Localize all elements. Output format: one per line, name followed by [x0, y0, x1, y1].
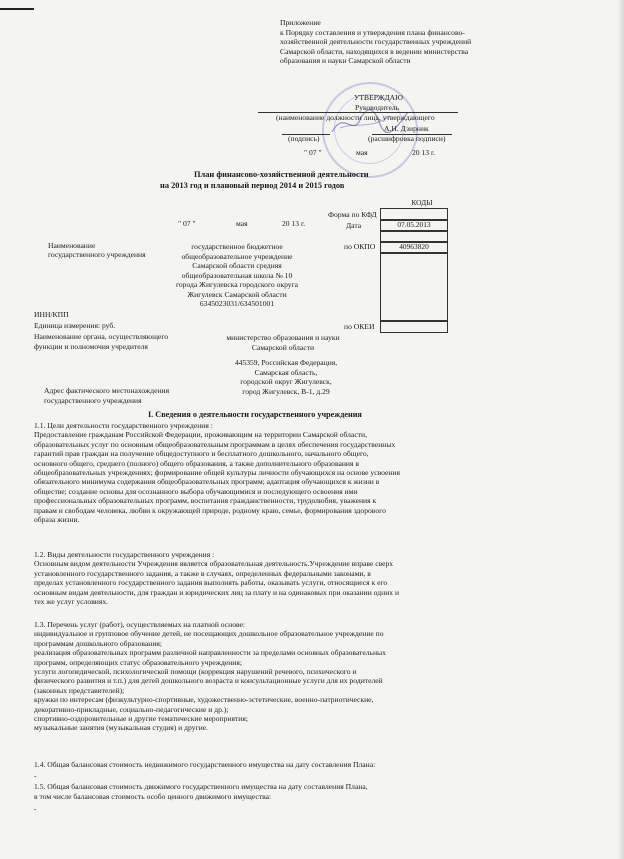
- section-1-title: I. Сведения о деятельности государственного учреждения: [148, 410, 362, 419]
- codes-header: КОДЫ: [411, 198, 433, 207]
- types-line: пределах установленного государственного задания выполнять работы, оказывать услуги, относящиеся к его: [34, 578, 388, 588]
- position-caption: (наименование должности лица, утверждающего: [276, 113, 435, 122]
- approval-date-day: " 07 ": [304, 148, 322, 157]
- types-line: тех же услуг условиях.: [34, 597, 109, 607]
- founder-label-1: Наименование органа, осуществляющего: [34, 332, 169, 341]
- goals-line: образовательных услуг по основным общеобразовательным программам в целях обеспечения государственных: [34, 439, 396, 449]
- goals-line: профессиональных образовательных программ, воспитания гражданственности, трудолюбия, уважения к: [34, 496, 377, 506]
- goals-line: основного общего, среднего (полного) общего образования, а также дополнительного образования в: [34, 458, 359, 468]
- item-1-4-value: -: [34, 771, 37, 780]
- services-line: услуги логопедической, психологической помощи (коррекция нарушений речевого, психического и: [34, 667, 357, 677]
- approval-name: А.Н. Дзирник: [384, 124, 429, 133]
- services-line: физического развития и т.п.) для детей дошкольного возраста и консультационные услуги для их родителей: [34, 676, 383, 686]
- okei-box: [380, 320, 448, 333]
- item-1-5-line2: в том числе балансовая стоимость особо ценного движимого имущества:: [34, 792, 272, 801]
- scan-mark: [0, 8, 34, 10]
- address-label-2: государственного учреждения: [44, 396, 142, 405]
- goals-line: правам и свободам человека, любви к окружающей природе, родному краю, семье, формирования здорового: [34, 505, 386, 515]
- types-heading: 1.2. Виды деятельности государственного учреждения :: [34, 550, 215, 559]
- page-edge-shadow: [618, 0, 624, 859]
- appendix-label: Приложение: [280, 18, 321, 27]
- approval-position: Руководитель: [355, 103, 400, 112]
- founder-label-2: функции и полномочия учредителя: [34, 342, 148, 351]
- kfd-label: Форма по КФД: [328, 210, 377, 219]
- services-line: (законных представителей);: [34, 685, 125, 695]
- approval-date-month: мая: [356, 148, 368, 157]
- goals-line: обществе; создание основы для осознанного выбора обучающимися и последующего освоения ими: [34, 486, 358, 496]
- plan-title-line1: План финансово-хозяйственной деятельности: [194, 170, 369, 179]
- approval-date-year: 20 13 г.: [412, 148, 436, 157]
- goals-block: [34, 421, 470, 524]
- plan-date-day: " 07 ": [178, 219, 196, 228]
- services-line: декоративно-прикладные, социально-педагогические и др.);: [34, 704, 229, 714]
- institution-name-label-1: Наименование: [48, 241, 96, 250]
- okpo-label: по ОКПО: [344, 242, 376, 251]
- signature-caption: (подпись): [288, 134, 320, 143]
- institution-name-line: общеобразовательная школа № 10: [181, 270, 293, 280]
- plan-title-line2: на 2013 год и плановый период 2014 и 2015 годов: [160, 181, 345, 190]
- types-block: [34, 550, 470, 606]
- okpo-box: 40963820: [380, 241, 448, 254]
- institution-inn-value: 6345023031/634501001: [199, 299, 275, 308]
- services-line: реализация образовательных программ различной направленности за пределами основных образовательных: [34, 648, 386, 658]
- institution-name-line: Самарской области средняя: [192, 261, 282, 270]
- inn-label: ИНН/КПП: [34, 310, 69, 319]
- date-box: 07.05.2013: [380, 219, 448, 232]
- services-line: индивидуальное и групповое обучение детей, не посещающих дошкольное образовательное учреждение по: [34, 629, 384, 639]
- plan-date-month: мая: [236, 219, 248, 228]
- services-line: музыкальные занятия (музыкальная студия) и другие.: [34, 723, 208, 733]
- services-line: спортивно-оздоровительные и другие тематические мероприятия;: [34, 714, 248, 724]
- goals-line: общеобразовательных учреждениях; формирование общей культуры личности обучающихся на основе усвоения: [34, 468, 400, 478]
- founder-name-line: Самарской области: [251, 342, 315, 352]
- date-label: Дата: [346, 221, 362, 230]
- services-line: программ, определяющих статус образовательного учреждения;: [34, 657, 242, 667]
- goals-heading: 1.1. Цели деятельности государственного учреждения :: [34, 421, 213, 430]
- address-line: город Жигулевск, В-1, д.29: [242, 386, 330, 396]
- types-line: установленного государственного задания, а также в случаях, определенных федеральными законами, в: [34, 568, 371, 578]
- services-line: кружки по интересам (физкультурно-спортивные, художественно-эстетические, военно-патриотические,: [34, 695, 374, 705]
- institution-name-label-2: государственного учреждения: [48, 250, 146, 259]
- address-label-1: Адрес фактического местонахождения: [44, 386, 170, 395]
- institution-name-line: города Жигулевска городского округа: [175, 280, 299, 289]
- plan-date-year: 20 13 г.: [282, 219, 306, 228]
- okei-label: по ОКЕИ: [344, 322, 375, 331]
- item-1-4: 1.4. Общая балансовая стоимость недвижимого государственного имущества на дату составления Плана:: [34, 760, 376, 769]
- appendix-text: к Порядку составления и утверждения плана финансово-хозяйственной деятельности государственных учреждений Самарской области, находящихся в ведении министерства образования и науки Самарской области: [280, 28, 472, 65]
- services-heading: 1.3. Перечень услуг (работ), осуществляемых на платной основе:: [34, 620, 246, 629]
- unit-label: Единица измерения: руб.: [34, 321, 116, 330]
- address-line: Самарская область,: [254, 367, 318, 377]
- approval-heading: УТВЕРЖДАЮ: [354, 93, 403, 102]
- types-line: Основным видом деятельности Учреждения является образовательная деятельность.Учреждение вправе сверх: [34, 559, 394, 569]
- item-1-5-line1: 1.5. Общая балансовая стоимость движимого государственного имущества на дату составления Плана,: [34, 782, 368, 791]
- codes-column-box: [380, 252, 448, 322]
- institution-name-line: государственное бюджетное: [191, 242, 283, 251]
- goals-line: гарантий прав граждан на получение общедоступного и бесплатного дошкольного, начального общего,: [34, 449, 369, 459]
- founder-name-line: министерство образования и науки: [226, 333, 340, 342]
- address-line: городской округ Жигулевск,: [240, 377, 332, 386]
- name-caption: (расшифровка подписи): [368, 134, 446, 143]
- goals-line: Предоставление гражданам Российской Федерации, проживающим на территории Самарской области,: [34, 430, 367, 440]
- types-line: основным видам деятельности, для граждан и юридических лиц за плату и на одинаковых при оказании одних и: [34, 587, 400, 597]
- institution-name-line: общеобразовательное учреждение: [181, 251, 293, 261]
- goals-line: обязательного минимума содержания общеобразовательных программ; адаптация обучающихся к жизни в: [34, 477, 380, 487]
- institution-name-line: Жигулевск Самарской области: [187, 289, 287, 299]
- goals-line: образа жизни.: [34, 515, 80, 525]
- address-line: 445359, Российская Федерация,: [234, 358, 338, 367]
- services-line: программам дошкольного образования;: [34, 638, 162, 648]
- item-1-5-value: -: [34, 804, 37, 813]
- services-block: [34, 620, 470, 733]
